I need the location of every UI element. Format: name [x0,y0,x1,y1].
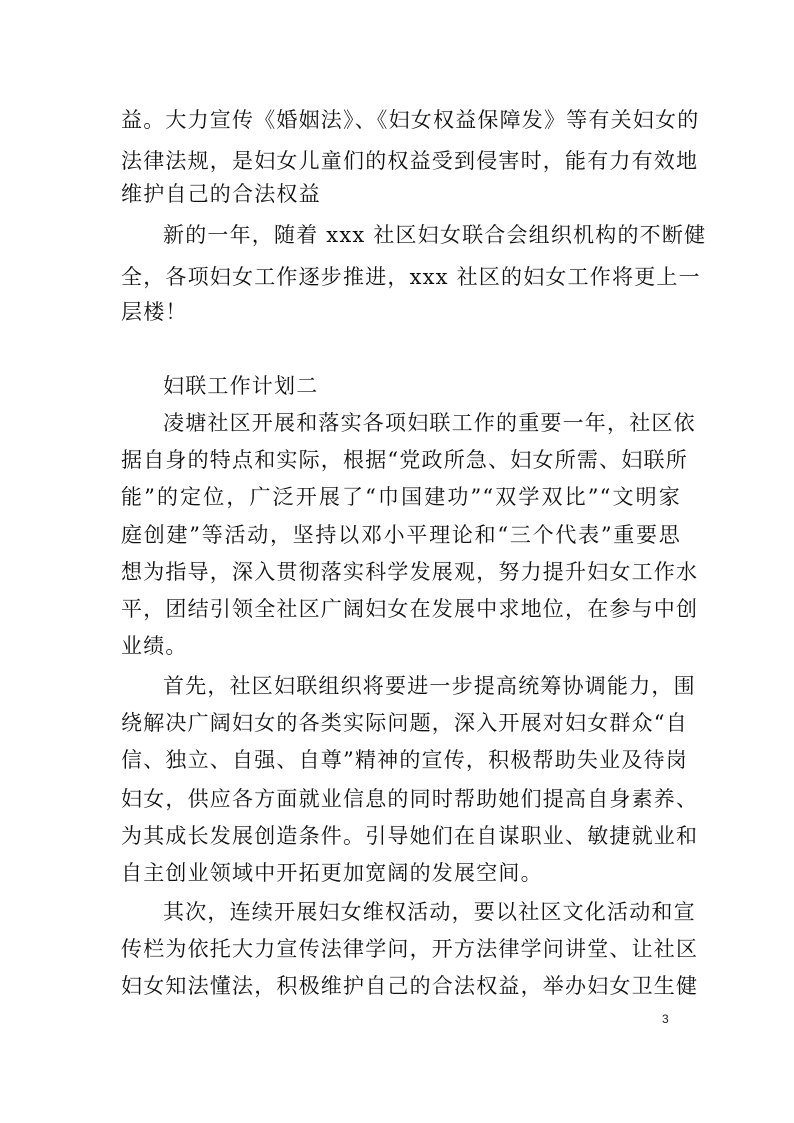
text-line: 能”的定位，广泛开展了“巾国建功”“双学双比”“文明家 [121,485,681,509]
text-line: 传栏为依托大力宣传法律学问，开方法律学问讲堂、让社区 [121,937,699,961]
text-line: 绕解决广阔妇女的各类实际问题，深入开展对妇女群众“自 [121,711,688,735]
text-line: 为其成长发展创造条件。引导她们在自谋职业、敏捷就业和 [121,824,699,848]
paragraph-first-line: 凌塘社区开展和落实各项妇联工作的重要一年，社区依 [163,411,696,435]
paragraph-first-line: 其次，连续开展妇女维权活动，要以社区文化活动和宣 [163,900,696,924]
text-line: 维护自己的合法权益 [121,182,321,206]
text-line: 平，团结引领全社区广阔妇女在发展中求地位，在参与中创 [121,597,699,621]
text-line: 业绩。 [121,634,188,658]
text-line: 信、独立、自强、自尊”精神的宣传，积极帮助失业及待岗 [121,748,688,772]
paragraph-first-line: 新的一年，随着 xxx 社区妇女联合会组织机构的不断健 [163,223,707,247]
paragraph-first-line: 首先，社区妇联组织将要进一步提高统筹协调能力，围 [163,674,696,698]
text-line: 法律法规，是妇女儿童们的权益受到侵害时，能有力有效地 [121,149,699,173]
text-line: 据自身的特点和实际，根据“党政所急、妇女所需、妇联所 [121,448,688,472]
text-line: 妇女，供应各方面就业信息的同时帮助她们提高自身素养、 [121,787,699,811]
text-line: 全，各项妇女工作逐步推进，xxx 社区的妇女工作将更上一 [121,265,701,289]
text-line: 层楼！ [121,300,188,324]
section-heading: 妇联工作计划二 [163,374,319,398]
text-line: 益。大力宣传《婚姻法》、《妇女权益保障发》等有关妇女的 [121,108,700,132]
text-line: 想为指导，深入贯彻落实科学发展观，努力提升妇女工作水 [121,560,699,584]
text-line: 自主创业领域中开拓更加宽阔的发展空间。 [121,861,543,885]
text-line: 妇女知法懂法，积极维护自己的合法权益，举办妇女卫生健 [121,974,699,998]
page-number: 3 [662,1012,669,1026]
text-line: 庭创建”等活动，坚持以邓小平理论和“三个代表”重要思 [121,523,681,547]
